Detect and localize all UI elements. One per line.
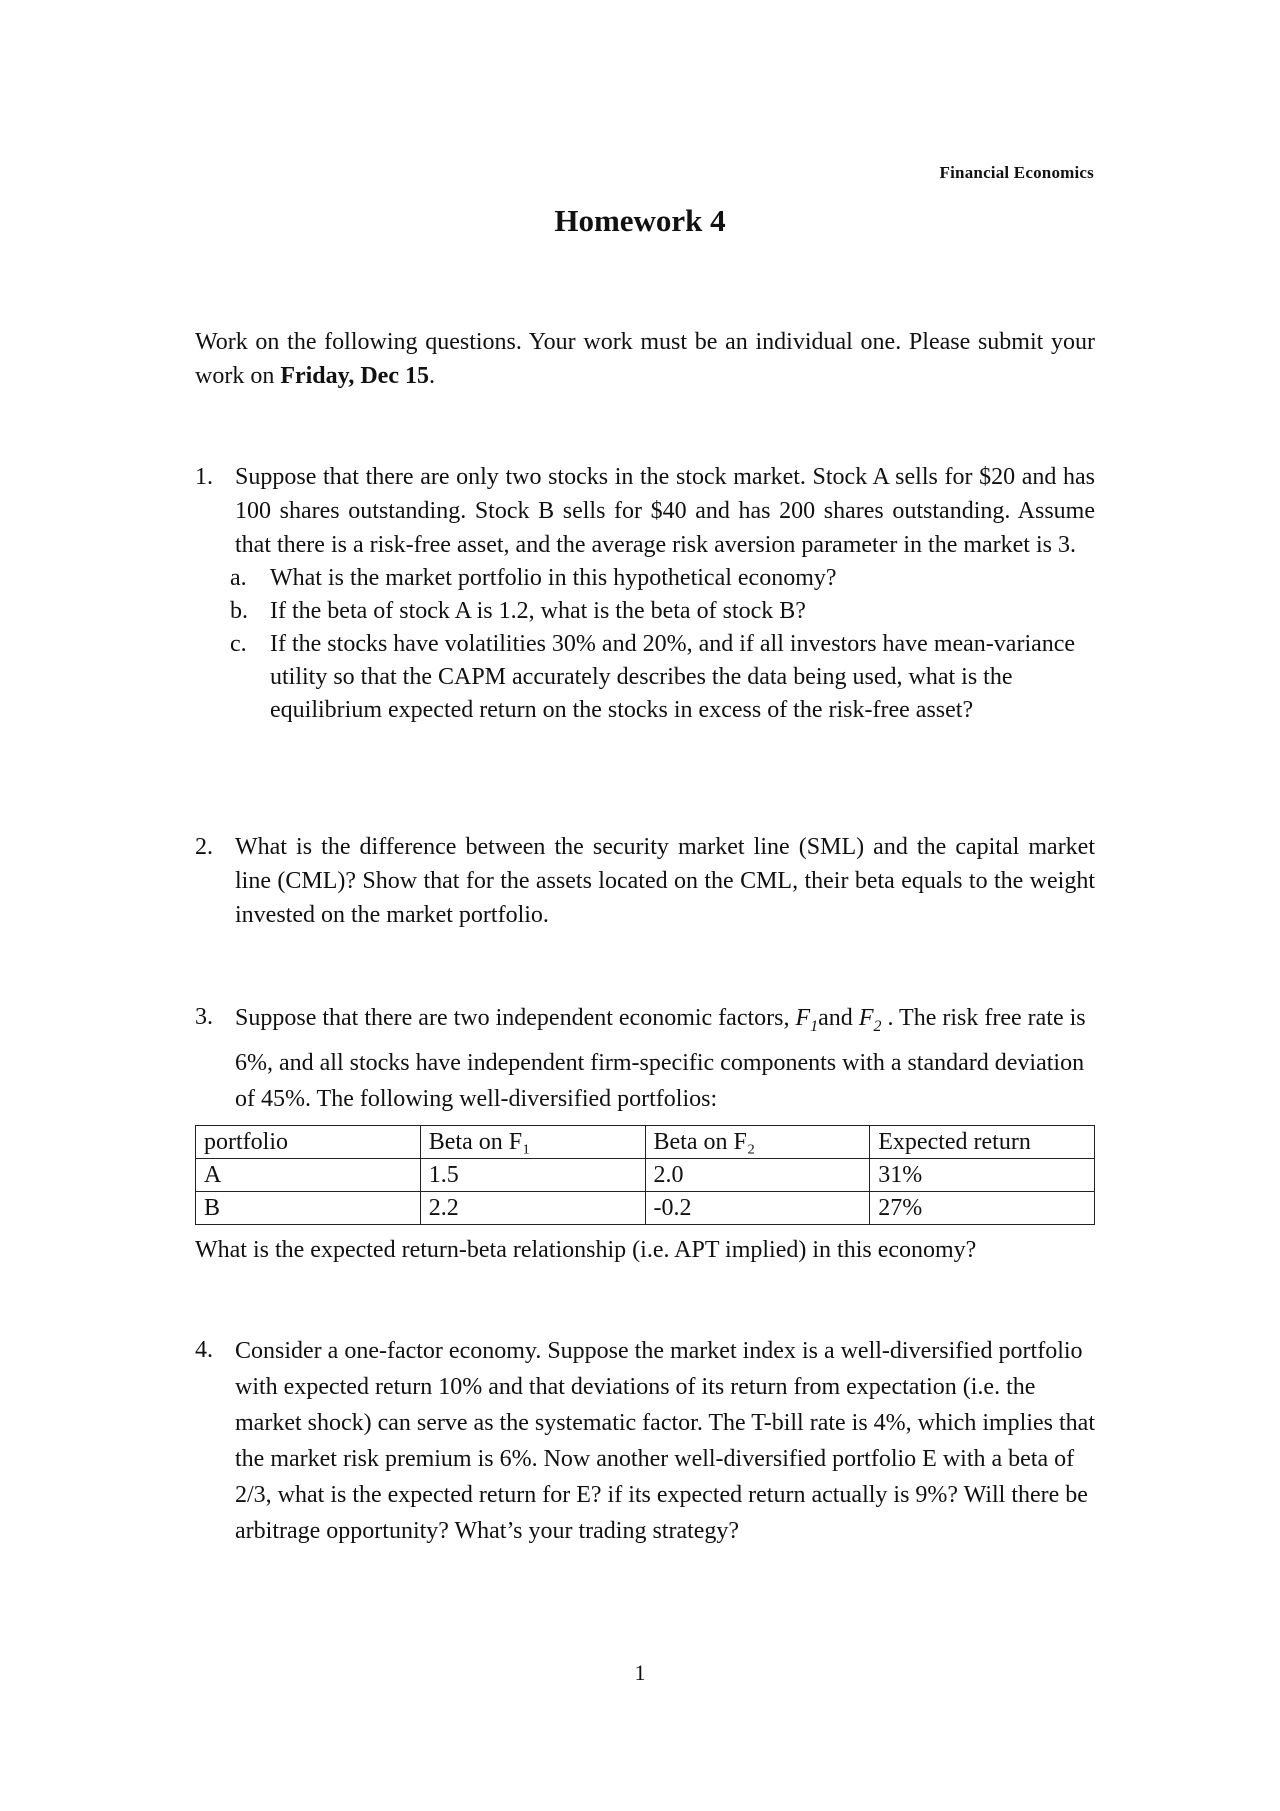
table-cell: -0.2: [645, 1192, 870, 1225]
due-date: Friday, Dec 15: [280, 363, 429, 389]
table-row: [196, 1192, 1095, 1225]
part-letter: c.: [230, 631, 247, 657]
table-header-cell: portfolio: [196, 1126, 421, 1159]
table-cell: 2.0: [645, 1159, 870, 1192]
question-2: [195, 830, 1095, 932]
question-text-start: Suppose that there are two independent economic factors,: [235, 1005, 796, 1031]
question-3-followup: What is the expected return-beta relationship (i.e. APT implied) in this economy?: [195, 1237, 977, 1263]
question-text: Consider a one-factor economy. Suppose the market index is a well-diversified portfolio with expected return 10% and that deviations of its return from expectation (i.e. the market shock) can serve as the systematic factor. The T-bill rate is 4%, which implies that the market risk premium is 6%. Now another well-diversified portfolio E with a beta of 2/3, what is the expected return for E? if its expected return actually is 9%? Will there be arbitrage opportunity? What’s your trading strategy?: [235, 1338, 1095, 1544]
instructions-end: .: [428, 363, 435, 389]
factor-1: $F_1$: [795, 1005, 819, 1035]
question-1: [195, 460, 1095, 727]
question-part-a: [230, 562, 1095, 595]
question-text: What is the difference between the security market line (SML) and the capital market line (CML)? Show that for the assets located on the CML, their beta equals to the weight invested on the market portfolio.: [235, 834, 1095, 928]
table-header-row: [196, 1126, 1095, 1159]
part-text: What is the market portfolio in this hypothetical economy?: [270, 565, 837, 591]
question-3: [195, 1000, 1095, 1117]
part-text: If the stocks have volatilities 30% and 20%, and if all investors have mean-variance utility so that the CAPM accurately describes the data being used, what is the equilibrium expected return on the stocks in excess of the risk-free asset?: [270, 631, 1076, 723]
question-number: 3.: [195, 1004, 213, 1030]
table-cell: A: [196, 1159, 421, 1192]
part-letter: a.: [230, 565, 247, 591]
and-word: and: [818, 1005, 859, 1031]
instructions-paragraph: [195, 325, 1095, 393]
question-text: [235, 1000, 1095, 1117]
table-cell: 27%: [870, 1192, 1095, 1225]
table-cell: B: [196, 1192, 421, 1225]
course-name: Financial Economics: [939, 163, 1094, 182]
question-number: 2.: [195, 834, 213, 860]
table-row: [196, 1159, 1095, 1192]
instructions-text: Work on the following questions. Your work must be an individual one. Please submit your work on: [195, 329, 1095, 389]
table-cell: 2.2: [420, 1192, 645, 1225]
question-4: [195, 1333, 1095, 1549]
table-header-cell: Beta on F₁: [420, 1126, 645, 1159]
question-text-end: . The risk free rate is 6%, and all stocks have independent firm-specific components with a standard deviation of 45%. The following well-diversified portfolios:: [235, 1005, 1086, 1112]
factor-2: $F_2$: [858, 1005, 882, 1035]
table-cell: 31%: [870, 1159, 1095, 1192]
table-header-cell: Expected return: [870, 1126, 1095, 1159]
question-number: 1.: [195, 464, 213, 490]
table-header-cell: Beta on F₂: [645, 1126, 870, 1159]
question-text: Suppose that there are only two stocks in the stock market. Stock A sells for $20 and has 100 shares outstanding. Stock B sells for $40 and has 200 shares outstanding. Assume that there is a risk-free asset, and the average risk aversion parameter in the market is 3.: [235, 464, 1095, 558]
question-part-c: [230, 628, 1095, 727]
part-letter: b.: [230, 598, 248, 624]
part-text: If the beta of stock A is 1.2, what is the beta of stock B?: [270, 598, 806, 624]
question-number: 4.: [195, 1337, 213, 1363]
question-part-b: [230, 595, 1095, 628]
portfolio-table: [195, 1125, 1095, 1225]
page-number: 1: [634, 1660, 646, 1685]
table-cell: 1.5: [420, 1159, 645, 1192]
page-title: Homework 4: [554, 203, 726, 238]
